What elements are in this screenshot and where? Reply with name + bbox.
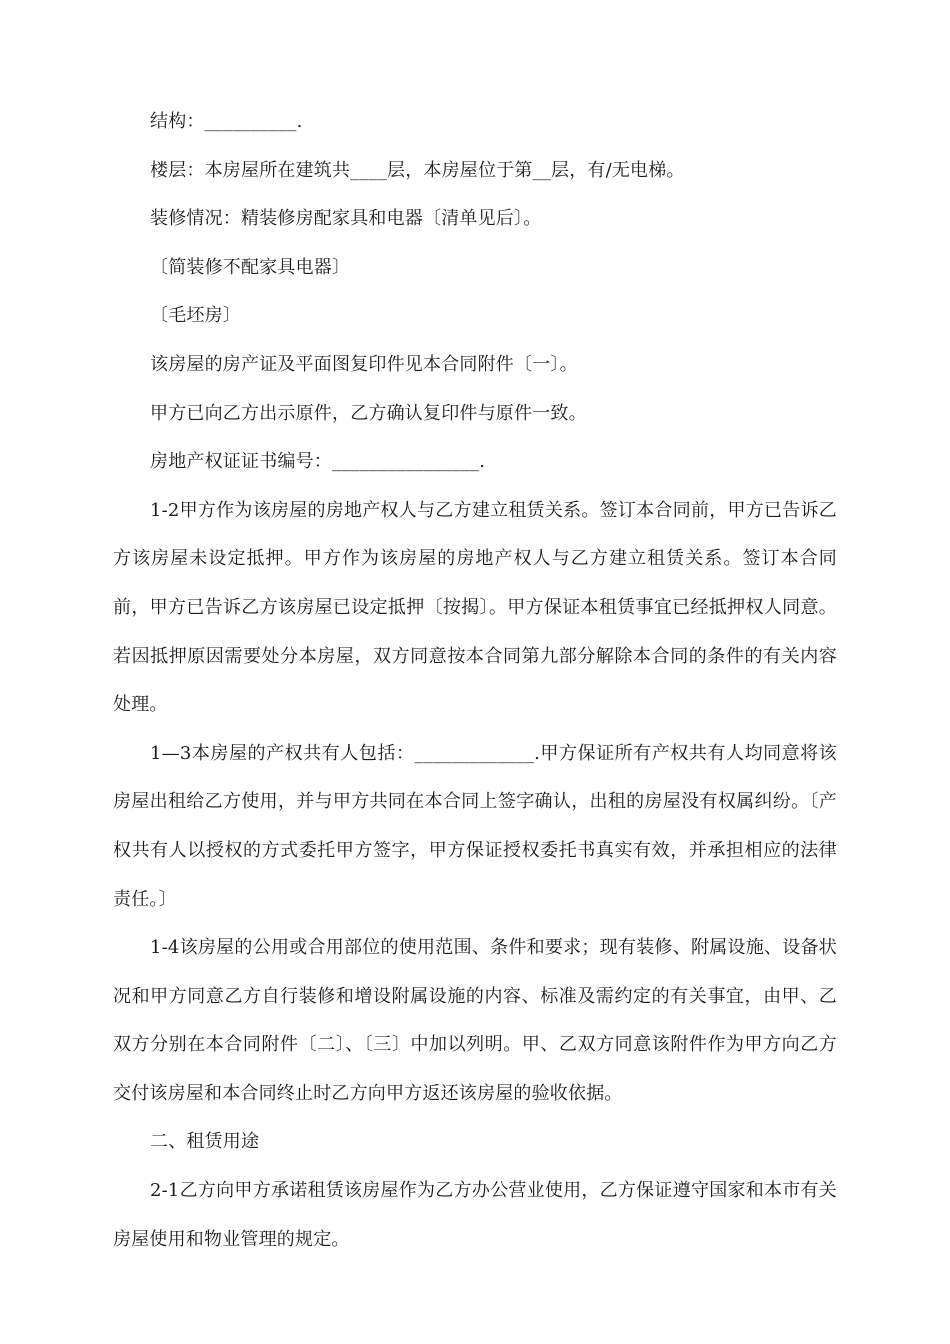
- paragraph-clause-2-1: 2-1乙方向甲方承诺租赁该房屋作为乙方办公营业使用，乙方保证遵守国家和本市有关房屋使用和物业管理的规定。: [113, 1180, 837, 1250]
- section-heading-lease-use: 二、租赁用途: [150, 1131, 260, 1153]
- paragraph-originals-confirmed: 甲方已向乙方出示原件，乙方确认复印件与原件一致。: [150, 402, 587, 424]
- paragraph-clause-1-4: 1-4该房屋的公用或合用部位的使用范围、条件和要求；现有装修、附属设施、设备状况和甲方同意乙方自行装修和增设附属设施的内容、标准及需约定的有关事宜，由甲、乙双方分别在本合同附件〔二〕、〔三〕中加以列明。甲、乙双方同意该附件作为甲方向乙方交付该房屋和本合同终止时乙方向甲方返还该房屋的验收依据。: [113, 937, 837, 1104]
- paragraph-floor: 楼层：本房屋所在建筑共____层，本房屋位于第__层，有/无电梯。: [150, 159, 685, 181]
- paragraph-simple-decoration: 〔简装修不配家具电器〕: [150, 256, 351, 278]
- paragraph-clause-1-2: 1-2甲方作为该房屋的房地产权人与乙方建立租赁关系。签订本合同前，甲方已告诉乙方该房屋未设定抵押。甲方作为该房屋的房地产权人与乙方建立租赁关系。签订本合同前，甲方已告诉乙方该房屋已设定抵押〔按揭〕。甲方保证本租赁事宜已经抵押权人同意。若因抵押原因需要处分本房屋，双方同意按本合同第九部分解除本合同的条件的有关内容处理。: [113, 499, 837, 716]
- paragraph-structure: 结构：__________.: [150, 111, 303, 132]
- paragraph-attachment-one: 该房屋的房产证及平面图复印件见本合同附件〔一〕。: [150, 353, 578, 375]
- paragraph-decoration: 装修情况：精装修房配家具和电器〔清单见后〕。: [150, 208, 542, 230]
- paragraph-certificate-number: 房地产权证证书编号：________________.: [150, 451, 486, 473]
- paragraph-rough-house: 〔毛坯房〕: [150, 305, 241, 327]
- paragraph-clause-1-3: 1—3本房屋的产权共有人包括：_____________.甲方保证所有产权共有人均同意将该房屋出租给乙方使用，并与甲方共同在本合同上签字确认，出租的房屋没有权属纠纷。〔产权共有人以授权的方式委托甲方签字，甲方保证授权委托书真实有效，并承担相应的法律责任。〕: [113, 742, 837, 910]
- document-body: [113, 98, 837, 1264]
